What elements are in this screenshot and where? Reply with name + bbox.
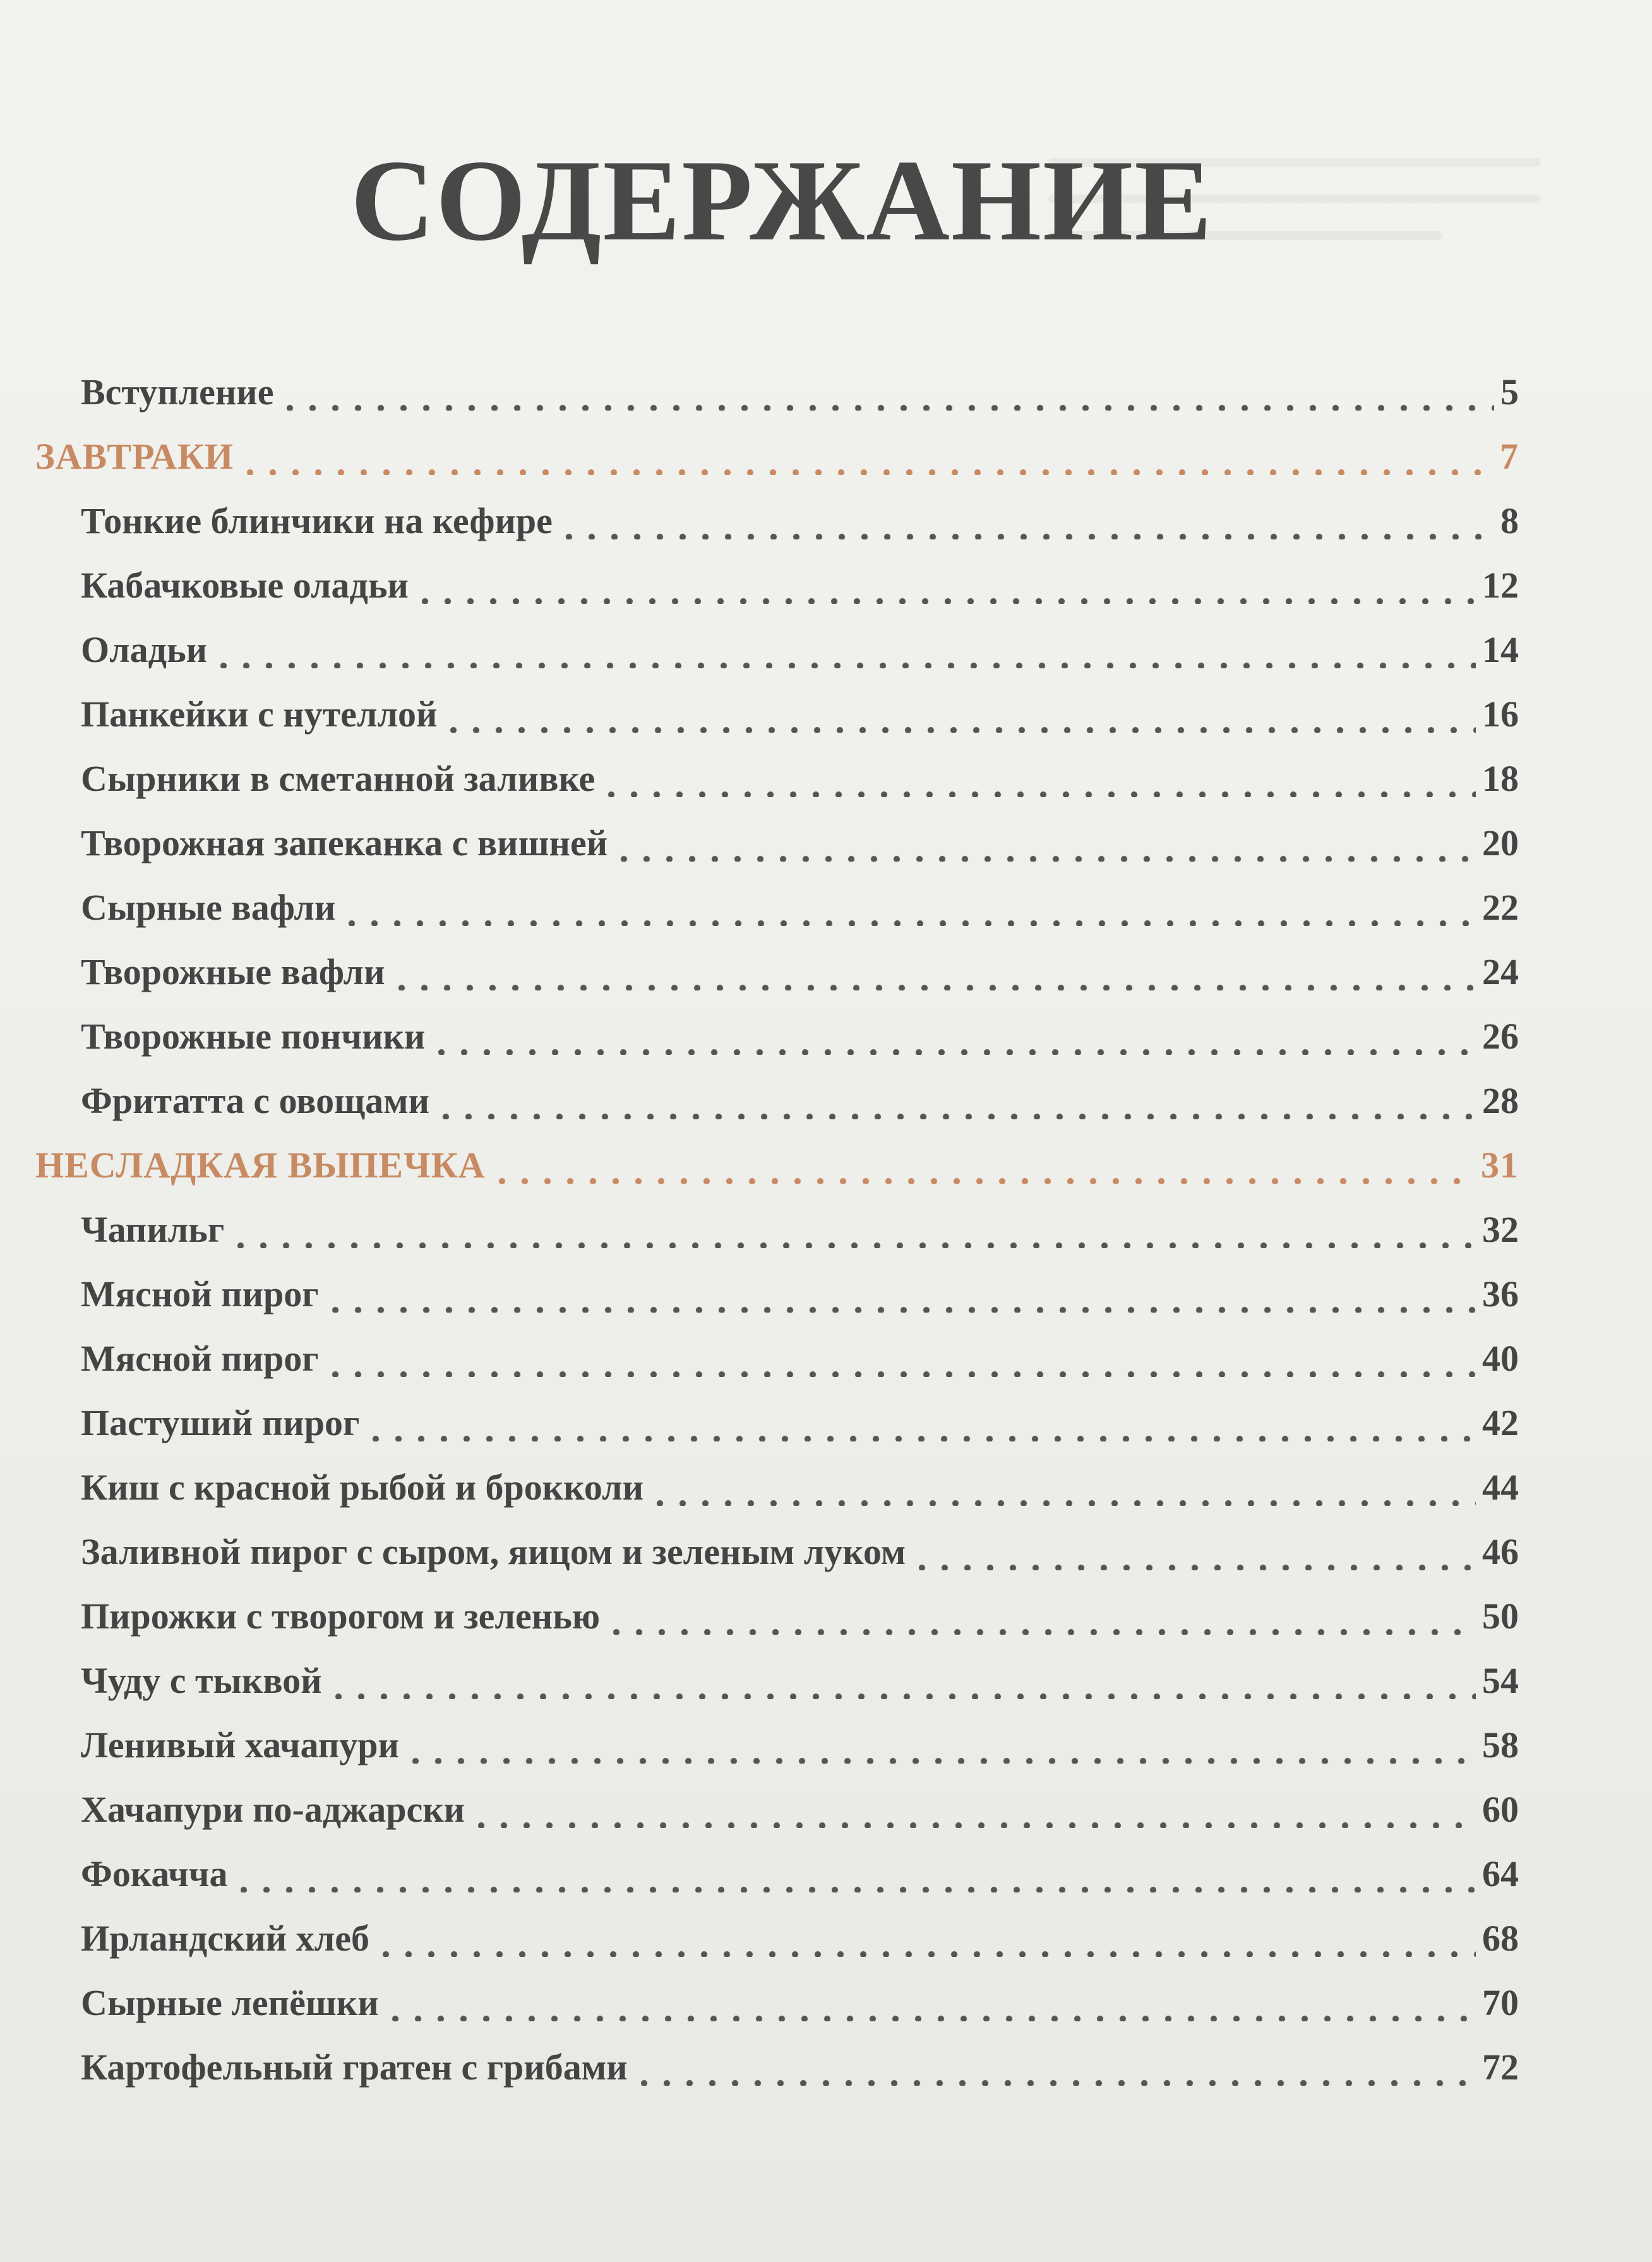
toc-entry-row bbox=[81, 539, 1519, 604]
toc-entry-title: Киш с красной рыбой и брокколи bbox=[81, 1467, 644, 1508]
page-number: 18 bbox=[1482, 758, 1519, 799]
toc-entry-title: Чапильг bbox=[81, 1209, 225, 1250]
dot-leader bbox=[239, 438, 1493, 475]
dot-leader bbox=[404, 1727, 1476, 1764]
toc-entry-title: Ирландский хлеб bbox=[81, 1918, 370, 1959]
page-number: 72 bbox=[1482, 2047, 1519, 2088]
toc-entry-row bbox=[81, 668, 1519, 733]
toc-entry-title: Сырные вафли bbox=[81, 887, 336, 928]
toc-entry-title: Мясной пирог bbox=[81, 1338, 319, 1379]
table-of-contents bbox=[0, 346, 1652, 2086]
page-number: 8 bbox=[1500, 500, 1519, 541]
toc-entry-title: Тонкие блинчики на кефире bbox=[81, 500, 553, 541]
toc-entry-title: Картофельный гратен с грибами bbox=[81, 2047, 628, 2088]
toc-entry-row bbox=[81, 1248, 1519, 1313]
page-number: 64 bbox=[1482, 1853, 1519, 1894]
dot-leader bbox=[364, 1405, 1476, 1441]
page-number: 12 bbox=[1482, 565, 1519, 606]
dot-leader bbox=[390, 954, 1476, 990]
page-number: 58 bbox=[1482, 1724, 1519, 1766]
dot-leader bbox=[324, 1276, 1476, 1313]
toc-entry-title: Панкейки с нутеллой bbox=[81, 694, 438, 735]
toc-entry-title: Заливной пирог с сыром, яицом и зеленым луком bbox=[81, 1531, 906, 1572]
page-number: 40 bbox=[1482, 1338, 1519, 1379]
toc-entry-row bbox=[81, 604, 1519, 668]
page-number: 14 bbox=[1482, 629, 1519, 670]
page-number: 50 bbox=[1482, 1596, 1519, 1637]
page-number: 26 bbox=[1482, 1016, 1519, 1057]
toc-entry-row bbox=[81, 1570, 1519, 1635]
dot-leader bbox=[324, 1340, 1476, 1377]
toc-entry-row bbox=[81, 1957, 1519, 2021]
toc-entry-row bbox=[81, 1055, 1519, 1119]
toc-entry-row bbox=[81, 1377, 1519, 1441]
toc-entry-row bbox=[81, 990, 1519, 1055]
toc-section-row bbox=[35, 411, 1519, 475]
page-number: 44 bbox=[1482, 1467, 1519, 1508]
toc-entry-row bbox=[81, 2021, 1519, 2086]
toc-entry-title: Сырники в сметанной заливке bbox=[81, 758, 596, 799]
dot-leader bbox=[384, 1985, 1476, 2021]
page-number: 5 bbox=[1500, 371, 1519, 412]
dot-leader bbox=[491, 1147, 1475, 1184]
dot-leader bbox=[605, 1598, 1476, 1635]
toc-entry-title: Фокачча bbox=[81, 1853, 228, 1894]
toc-entry-row bbox=[81, 1764, 1519, 1828]
toc-entry-title: Чуду с тыквой bbox=[81, 1660, 322, 1701]
toc-entry-title: Творожные пончики bbox=[81, 1016, 426, 1057]
toc-entry-row bbox=[81, 1441, 1519, 1506]
dot-leader bbox=[278, 374, 1494, 411]
toc-entry-row bbox=[81, 862, 1519, 926]
dot-leader bbox=[340, 889, 1476, 926]
toc-entry-row bbox=[81, 1184, 1519, 1248]
toc-section-row bbox=[35, 1119, 1519, 1184]
toc-entry-title: Фритатта с овощами bbox=[81, 1080, 429, 1121]
page-number: 32 bbox=[1482, 1209, 1519, 1250]
page-number: 60 bbox=[1482, 1789, 1519, 1830]
toc-entry-row bbox=[81, 1635, 1519, 1699]
dot-leader bbox=[558, 503, 1494, 539]
dot-leader bbox=[911, 1534, 1476, 1570]
dot-leader bbox=[232, 1856, 1476, 1892]
toc-entry-row bbox=[81, 1828, 1519, 1892]
toc-entry-row bbox=[81, 1506, 1519, 1570]
dot-leader bbox=[414, 567, 1476, 604]
dot-leader bbox=[374, 1920, 1476, 1957]
dot-leader bbox=[212, 632, 1476, 668]
toc-entry-title: Хачапури по-аджарски bbox=[81, 1789, 465, 1830]
toc-entry-row bbox=[81, 797, 1519, 862]
page-number: 36 bbox=[1482, 1273, 1519, 1314]
toc-entry-row bbox=[81, 475, 1519, 539]
dot-leader bbox=[649, 1469, 1476, 1506]
toc-entry-title: Сырные лепёшки bbox=[81, 1982, 379, 2023]
toc-entry-row bbox=[81, 1699, 1519, 1764]
page-number: 68 bbox=[1482, 1918, 1519, 1959]
toc-entry-row bbox=[81, 733, 1519, 797]
toc-entry-row bbox=[81, 1892, 1519, 1957]
toc-entry-title: Пастуший пирог bbox=[81, 1402, 360, 1443]
toc-entry-title: Оладьи bbox=[81, 629, 208, 670]
dot-leader bbox=[434, 1083, 1476, 1119]
toc-section-title: ЗАВТРАКИ bbox=[35, 436, 234, 477]
toc-entry-title: Пирожки с творогом и зеленью bbox=[81, 1596, 601, 1637]
page-number: 24 bbox=[1482, 951, 1519, 992]
dot-leader bbox=[470, 1791, 1476, 1828]
toc-entry-row bbox=[81, 1313, 1519, 1377]
toc-entry-title: Вступление bbox=[81, 371, 274, 412]
page-number: 54 bbox=[1482, 1660, 1519, 1701]
page-number: 7 bbox=[1500, 436, 1519, 477]
page-number: 42 bbox=[1482, 1402, 1519, 1443]
toc-entry-row bbox=[81, 926, 1519, 990]
toc-entry-title: Кабачковые оладьи bbox=[81, 565, 409, 606]
dot-leader bbox=[442, 696, 1476, 733]
page-number: 70 bbox=[1482, 1982, 1519, 2023]
dot-leader bbox=[600, 761, 1476, 797]
toc-entry-row bbox=[81, 346, 1519, 411]
page-number: 46 bbox=[1482, 1531, 1519, 1572]
toc-entry-title: Творожные вафли bbox=[81, 951, 385, 992]
toc-entry-title: Творожная запеканка с вишней bbox=[81, 822, 608, 863]
dot-leader bbox=[327, 1663, 1476, 1699]
page-title: СОДЕРЖАНИЕ bbox=[350, 136, 1213, 265]
page-number: 22 bbox=[1482, 887, 1519, 928]
page-number: 16 bbox=[1482, 694, 1519, 735]
toc-entry-title: Мясной пирог bbox=[81, 1273, 319, 1314]
toc-entry-title: Ленивый хачапури bbox=[81, 1724, 399, 1766]
dot-leader bbox=[613, 825, 1476, 862]
page-number: 31 bbox=[1481, 1145, 1519, 1186]
dot-leader bbox=[229, 1212, 1476, 1248]
toc-section-title: НЕСЛАДКАЯ ВЫПЕЧКА bbox=[35, 1145, 486, 1186]
dot-leader bbox=[430, 1018, 1476, 1055]
page-number: 28 bbox=[1482, 1080, 1519, 1121]
page-number: 20 bbox=[1482, 822, 1519, 863]
dot-leader bbox=[633, 2049, 1476, 2086]
